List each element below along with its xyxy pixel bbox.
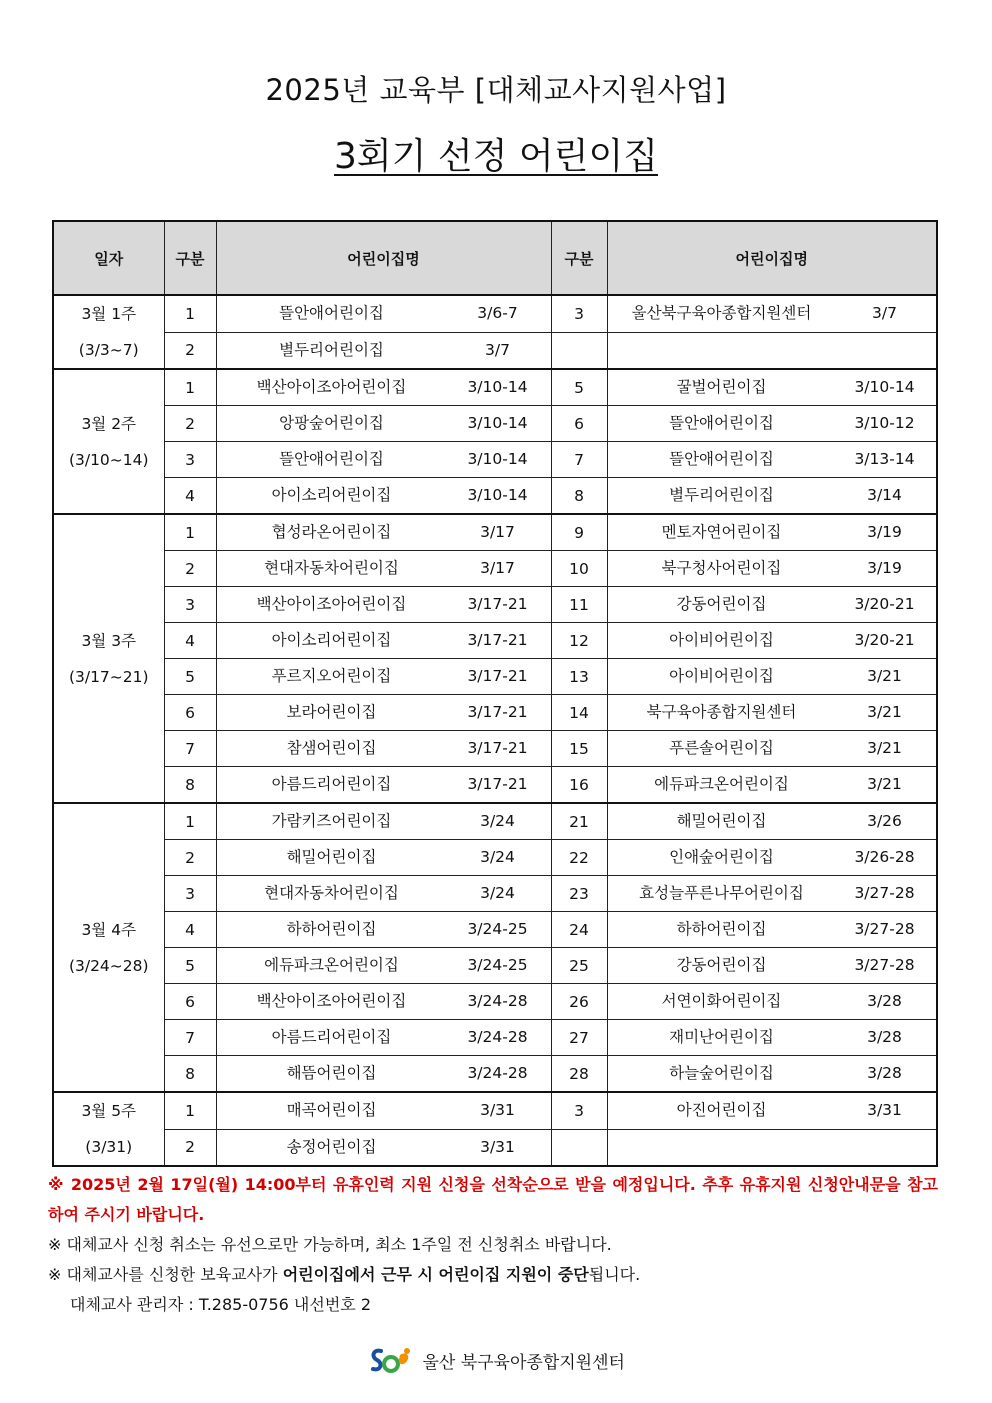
left-number: 4 bbox=[164, 912, 216, 948]
right-daycare-cell bbox=[607, 1092, 937, 1129]
left-daycare-cell bbox=[216, 1056, 551, 1093]
right-daycare-cell bbox=[607, 1020, 937, 1056]
right-daycare-cell bbox=[607, 659, 937, 695]
left-daycare-name: 참샘어린이집 bbox=[286, 739, 377, 757]
week-cell bbox=[53, 369, 164, 514]
right-daycare-date: 3/27-28 bbox=[854, 884, 915, 902]
left-daycare-cell bbox=[216, 659, 551, 695]
left-daycare-cell bbox=[216, 478, 551, 515]
left-daycare-date: 3/24-25 bbox=[467, 956, 528, 974]
left-daycare-date: 3/10-14 bbox=[467, 378, 528, 396]
left-daycare-date: 3/10-14 bbox=[467, 450, 528, 468]
right-daycare-name: 아진어린이집 bbox=[676, 1101, 767, 1119]
left-daycare-cell bbox=[216, 1092, 551, 1129]
right-number: 11 bbox=[551, 587, 607, 623]
right-number: 14 bbox=[551, 695, 607, 731]
table-header-row bbox=[53, 221, 937, 295]
table-row bbox=[53, 948, 937, 984]
left-daycare-cell bbox=[216, 551, 551, 587]
right-daycare-date: 3/26-28 bbox=[854, 848, 915, 866]
right-number: 7 bbox=[551, 442, 607, 478]
week-label: 3월 4주 bbox=[81, 920, 137, 939]
left-number: 4 bbox=[164, 478, 216, 515]
right-daycare-cell bbox=[607, 514, 937, 551]
left-daycare-name: 하하어린이집 bbox=[286, 920, 377, 938]
left-daycare-cell bbox=[216, 948, 551, 984]
table-row bbox=[53, 1129, 937, 1166]
left-daycare-cell bbox=[216, 1129, 551, 1166]
right-daycare-name: 해밀어린이집 bbox=[676, 812, 767, 830]
right-daycare-name: 에듀파크온어린이집 bbox=[654, 775, 789, 793]
week-range: (3/17~21) bbox=[68, 667, 149, 686]
week-cell bbox=[53, 1092, 164, 1166]
right-daycare-date: 3/14 bbox=[867, 486, 902, 504]
right-daycare-cell bbox=[607, 478, 937, 515]
table-row bbox=[53, 442, 937, 478]
right-daycare-name: 강동어린이집 bbox=[676, 956, 767, 974]
left-daycare-name: 아름드리어린이집 bbox=[271, 775, 392, 793]
left-daycare-name: 뜰안애어린이집 bbox=[279, 450, 384, 468]
right-number: 3 bbox=[551, 295, 607, 332]
table-row bbox=[53, 840, 937, 876]
right-number: 21 bbox=[551, 803, 607, 840]
left-daycare-name: 가람키즈어린이집 bbox=[271, 812, 392, 830]
right-number: 28 bbox=[551, 1056, 607, 1093]
left-daycare-name: 매곡어린이집 bbox=[286, 1101, 377, 1119]
right-number: 10 bbox=[551, 551, 607, 587]
right-daycare-cell bbox=[607, 369, 937, 406]
table-row bbox=[53, 369, 937, 406]
right-daycare-name: 아이비어린이집 bbox=[669, 667, 774, 685]
left-daycare-date: 3/17 bbox=[480, 559, 515, 577]
left-daycare-cell bbox=[216, 295, 551, 332]
manager-contact: 대체교사 관리자 : T.285-0756 내선번호 2 bbox=[70, 1295, 372, 1314]
right-daycare-date: 3/19 bbox=[867, 559, 902, 577]
right-daycare-date: 3/26 bbox=[867, 812, 902, 830]
right-daycare-name: 뜰안애어린이집 bbox=[669, 450, 774, 468]
left-number: 7 bbox=[164, 731, 216, 767]
right-daycare-date: 3/27-28 bbox=[854, 920, 915, 938]
right-number: 15 bbox=[551, 731, 607, 767]
left-number: 5 bbox=[164, 659, 216, 695]
left-number: 6 bbox=[164, 984, 216, 1020]
left-number: 3 bbox=[164, 587, 216, 623]
table-row bbox=[53, 406, 937, 442]
week-range: (3/24~28) bbox=[68, 956, 149, 975]
left-daycare-name: 에듀파크온어린이집 bbox=[264, 956, 399, 974]
left-daycare-name: 현대자동차어린이집 bbox=[264, 884, 399, 902]
right-daycare-cell bbox=[607, 984, 937, 1020]
document-title: 2025년 교육부 [대체교사지원사업] bbox=[265, 73, 727, 107]
right-daycare-cell bbox=[607, 803, 937, 840]
left-daycare-name: 백산아이조아어린이집 bbox=[256, 992, 407, 1010]
week-cell bbox=[53, 803, 164, 1092]
left-daycare-cell bbox=[216, 695, 551, 731]
table-row bbox=[53, 1092, 937, 1129]
right-daycare-cell bbox=[607, 948, 937, 984]
left-daycare-date: 3/10-14 bbox=[467, 414, 528, 432]
right-daycare-name: 꿀벌어린이집 bbox=[676, 378, 767, 396]
right-daycare-name: 아이비어린이집 bbox=[669, 631, 774, 649]
table-row bbox=[53, 984, 937, 1020]
left-daycare-name: 아이소리어린이집 bbox=[271, 486, 392, 504]
right-daycare-cell bbox=[607, 695, 937, 731]
table-body bbox=[53, 295, 937, 1166]
table-row bbox=[53, 295, 937, 332]
center-logo-icon bbox=[367, 1345, 413, 1375]
right-number: 13 bbox=[551, 659, 607, 695]
right-daycare-name: 별두리어린이집 bbox=[669, 486, 774, 504]
right-number: 6 bbox=[551, 406, 607, 442]
header-name-left: 어린이집명 bbox=[216, 221, 551, 295]
left-daycare-date: 3/24 bbox=[480, 884, 515, 902]
left-daycare-cell bbox=[216, 406, 551, 442]
right-daycare-date: 3/21 bbox=[867, 739, 902, 757]
left-number: 1 bbox=[164, 295, 216, 332]
right-number: 16 bbox=[551, 767, 607, 804]
week-range: (3/3~7) bbox=[78, 341, 139, 359]
right-daycare-cell bbox=[607, 767, 937, 804]
right-daycare-date: 3/20-21 bbox=[854, 631, 915, 649]
header-date: 일자 bbox=[53, 221, 164, 295]
right-daycare-name: 강동어린이집 bbox=[676, 595, 767, 613]
right-number: 8 bbox=[551, 478, 607, 515]
right-daycare-cell bbox=[607, 1056, 937, 1093]
table-row bbox=[53, 695, 937, 731]
right-daycare-date: 3/20-21 bbox=[854, 595, 915, 613]
organization-name: 울산 북구육아종합지원센터 bbox=[422, 1352, 625, 1373]
left-daycare-name: 푸르지오어린이집 bbox=[271, 667, 392, 685]
left-daycare-date: 3/17 bbox=[480, 523, 515, 541]
left-daycare-date: 3/17-21 bbox=[467, 595, 528, 613]
left-daycare-cell bbox=[216, 587, 551, 623]
left-number: 8 bbox=[164, 1056, 216, 1093]
right-daycare-cell bbox=[607, 731, 937, 767]
week-label: 3월 3주 bbox=[81, 631, 137, 650]
right-daycare-date: 3/27-28 bbox=[854, 956, 915, 974]
right-daycare-date: 3/10-12 bbox=[854, 414, 915, 432]
right-number: 23 bbox=[551, 876, 607, 912]
left-number: 1 bbox=[164, 369, 216, 406]
week-cell bbox=[53, 514, 164, 803]
table-row bbox=[53, 1020, 937, 1056]
early-registration-notice: ※ 2025년 2월 17일(월) 14:00부터 유휴인력 지원 신청을 선착순으로 받을 예정입니다. 추후 유휴지원 신청안내문을 참고하여 주시기 바랍니다. bbox=[48, 1175, 938, 1224]
left-daycare-date: 3/7 bbox=[485, 340, 510, 359]
document-subtitle bbox=[0, 128, 992, 179]
left-daycare-date: 3/17-21 bbox=[467, 703, 528, 721]
left-daycare-cell bbox=[216, 623, 551, 659]
left-daycare-date: 3/17-21 bbox=[467, 775, 528, 793]
left-daycare-name: 뜰안애어린이집 bbox=[279, 304, 384, 322]
left-daycare-name: 협성라온어린이집 bbox=[271, 523, 392, 541]
left-daycare-date: 3/24 bbox=[480, 848, 515, 866]
table-row bbox=[53, 659, 937, 695]
right-number: 26 bbox=[551, 984, 607, 1020]
table-row bbox=[53, 731, 937, 767]
right-daycare-cell bbox=[607, 295, 937, 332]
left-daycare-date: 3/17-21 bbox=[467, 739, 528, 757]
left-daycare-cell bbox=[216, 731, 551, 767]
left-daycare-cell bbox=[216, 803, 551, 840]
left-number: 4 bbox=[164, 623, 216, 659]
left-daycare-cell bbox=[216, 369, 551, 406]
right-daycare-cell bbox=[607, 332, 937, 369]
subtitle-text: 3회기 선정 어린이집 bbox=[334, 136, 658, 177]
left-number: 8 bbox=[164, 767, 216, 804]
table-row bbox=[53, 551, 937, 587]
left-daycare-date: 3/24 bbox=[480, 812, 515, 830]
left-daycare-date: 3/24-28 bbox=[467, 1064, 528, 1082]
left-daycare-date: 3/6-7 bbox=[477, 304, 518, 322]
right-number: 25 bbox=[551, 948, 607, 984]
left-number: 2 bbox=[164, 840, 216, 876]
table-row bbox=[53, 478, 937, 515]
left-daycare-name: 해뜸어린이집 bbox=[286, 1064, 377, 1082]
table-row bbox=[53, 912, 937, 948]
right-daycare-name: 하하어린이집 bbox=[676, 920, 767, 938]
cancellation-note: ※ 대체교사 신청 취소는 유선으로만 가능하며, 최소 1주일 전 신청취소 바랍니다. bbox=[48, 1235, 612, 1254]
right-daycare-name: 울산북구육아종합지원센터 bbox=[631, 304, 812, 322]
right-daycare-cell bbox=[607, 1129, 937, 1166]
left-daycare-cell bbox=[216, 514, 551, 551]
left-daycare-cell bbox=[216, 876, 551, 912]
left-number: 5 bbox=[164, 948, 216, 984]
right-number: 27 bbox=[551, 1020, 607, 1056]
header-name-right: 어린이집명 bbox=[607, 221, 937, 295]
notes-section bbox=[48, 1170, 938, 1320]
right-number bbox=[551, 1129, 607, 1166]
week-label: 3월 2주 bbox=[81, 414, 137, 433]
table-row bbox=[53, 587, 937, 623]
table-row bbox=[53, 332, 937, 369]
left-daycare-name: 해밀어린이집 bbox=[286, 848, 377, 866]
left-daycare-date: 3/31 bbox=[480, 1137, 515, 1156]
left-daycare-cell bbox=[216, 984, 551, 1020]
right-number: 3 bbox=[551, 1092, 607, 1129]
table-row bbox=[53, 876, 937, 912]
right-daycare-date: 3/21 bbox=[867, 775, 902, 793]
right-number: 22 bbox=[551, 840, 607, 876]
right-daycare-name: 인애숲어린이집 bbox=[669, 848, 774, 866]
right-daycare-name: 북구육아종합지원센터 bbox=[646, 703, 797, 721]
left-number: 1 bbox=[164, 514, 216, 551]
right-daycare-cell bbox=[607, 912, 937, 948]
right-daycare-date: 3/28 bbox=[867, 1028, 902, 1046]
left-daycare-name: 백산아이조아어린이집 bbox=[256, 595, 407, 613]
right-daycare-name: 멘토자연어린이집 bbox=[661, 523, 782, 541]
right-daycare-name: 재미난어린이집 bbox=[669, 1028, 774, 1046]
week-range: (3/31) bbox=[85, 1138, 133, 1156]
right-daycare-date: 3/13-14 bbox=[854, 450, 915, 468]
table-row bbox=[53, 767, 937, 804]
right-daycare-date: 3/7 bbox=[872, 304, 897, 322]
right-number: 9 bbox=[551, 514, 607, 551]
left-number: 7 bbox=[164, 1020, 216, 1056]
right-daycare-date: 3/28 bbox=[867, 1064, 902, 1082]
table-row bbox=[53, 514, 937, 551]
note3-prefix: ※ 대체교사를 신청한 보육교사가 bbox=[48, 1265, 283, 1284]
left-daycare-cell bbox=[216, 332, 551, 369]
right-daycare-date: 3/19 bbox=[867, 523, 902, 541]
week-label: 3월 1주 bbox=[81, 305, 137, 323]
table-row bbox=[53, 803, 937, 840]
left-daycare-cell bbox=[216, 767, 551, 804]
right-daycare-name: 뜰안애어린이집 bbox=[669, 414, 774, 432]
header-category-left: 구분 bbox=[164, 221, 216, 295]
left-daycare-date: 3/24-28 bbox=[467, 992, 528, 1010]
left-daycare-name: 보라어린이집 bbox=[286, 703, 377, 721]
right-daycare-cell bbox=[607, 551, 937, 587]
left-daycare-cell bbox=[216, 912, 551, 948]
right-daycare-cell bbox=[607, 442, 937, 478]
left-number: 2 bbox=[164, 1129, 216, 1166]
left-daycare-name: 현대자동차어린이집 bbox=[264, 559, 399, 577]
left-daycare-date: 3/17-21 bbox=[467, 667, 528, 685]
right-daycare-cell bbox=[607, 406, 937, 442]
table-row bbox=[53, 623, 937, 659]
week-label: 3월 5주 bbox=[81, 1102, 137, 1120]
right-daycare-cell bbox=[607, 876, 937, 912]
right-daycare-date: 3/21 bbox=[867, 703, 902, 721]
left-daycare-name: 앙팡숲어린이집 bbox=[279, 414, 384, 432]
right-daycare-date: 3/10-14 bbox=[854, 378, 915, 396]
right-daycare-name: 하늘숲어린이집 bbox=[669, 1064, 774, 1082]
left-daycare-date: 3/31 bbox=[480, 1101, 515, 1119]
left-daycare-name: 아이소리어린이집 bbox=[271, 631, 392, 649]
note3-suffix: 됩니다. bbox=[588, 1265, 641, 1284]
left-number: 1 bbox=[164, 803, 216, 840]
support-suspension-note bbox=[48, 1260, 938, 1290]
week-cell bbox=[53, 295, 164, 369]
left-number: 1 bbox=[164, 1092, 216, 1129]
left-daycare-date: 3/24-25 bbox=[467, 920, 528, 938]
right-daycare-date: 3/31 bbox=[867, 1101, 902, 1119]
left-number: 2 bbox=[164, 551, 216, 587]
right-number: 5 bbox=[551, 369, 607, 406]
left-daycare-date: 3/24-28 bbox=[467, 1028, 528, 1046]
selection-table bbox=[52, 220, 938, 1167]
right-daycare-cell bbox=[607, 587, 937, 623]
left-daycare-name: 송정어린이집 bbox=[286, 1137, 377, 1156]
left-number: 2 bbox=[164, 406, 216, 442]
right-daycare-date: 3/28 bbox=[867, 992, 902, 1010]
footer bbox=[0, 1345, 992, 1375]
right-daycare-cell bbox=[607, 840, 937, 876]
right-daycare-name: 효성늘푸른나무어린이집 bbox=[639, 884, 804, 902]
left-daycare-name: 아름드리어린이집 bbox=[271, 1028, 392, 1046]
left-number: 3 bbox=[164, 876, 216, 912]
right-daycare-date: 3/21 bbox=[867, 667, 902, 685]
left-daycare-cell bbox=[216, 1020, 551, 1056]
week-range: (3/10~14) bbox=[68, 450, 149, 469]
right-number bbox=[551, 332, 607, 369]
left-number: 3 bbox=[164, 442, 216, 478]
right-daycare-cell bbox=[607, 623, 937, 659]
left-number: 6 bbox=[164, 695, 216, 731]
left-daycare-cell bbox=[216, 840, 551, 876]
note3-bold: 어린이집에서 근무 시 어린이집 지원이 중단 bbox=[282, 1265, 589, 1284]
right-daycare-name: 서연이화어린이집 bbox=[661, 992, 782, 1010]
header-category-right: 구분 bbox=[551, 221, 607, 295]
right-number: 24 bbox=[551, 912, 607, 948]
left-daycare-date: 3/17-21 bbox=[467, 631, 528, 649]
left-daycare-name: 백산아이조아어린이집 bbox=[256, 378, 407, 396]
table-row bbox=[53, 1056, 937, 1093]
left-daycare-name: 별두리어린이집 bbox=[279, 340, 384, 359]
left-daycare-date: 3/10-14 bbox=[467, 486, 528, 504]
right-number: 12 bbox=[551, 623, 607, 659]
right-daycare-name: 북구청사어린이집 bbox=[661, 559, 782, 577]
left-daycare-cell bbox=[216, 442, 551, 478]
right-daycare-name: 푸른솔어린이집 bbox=[669, 739, 774, 757]
left-number: 2 bbox=[164, 332, 216, 369]
